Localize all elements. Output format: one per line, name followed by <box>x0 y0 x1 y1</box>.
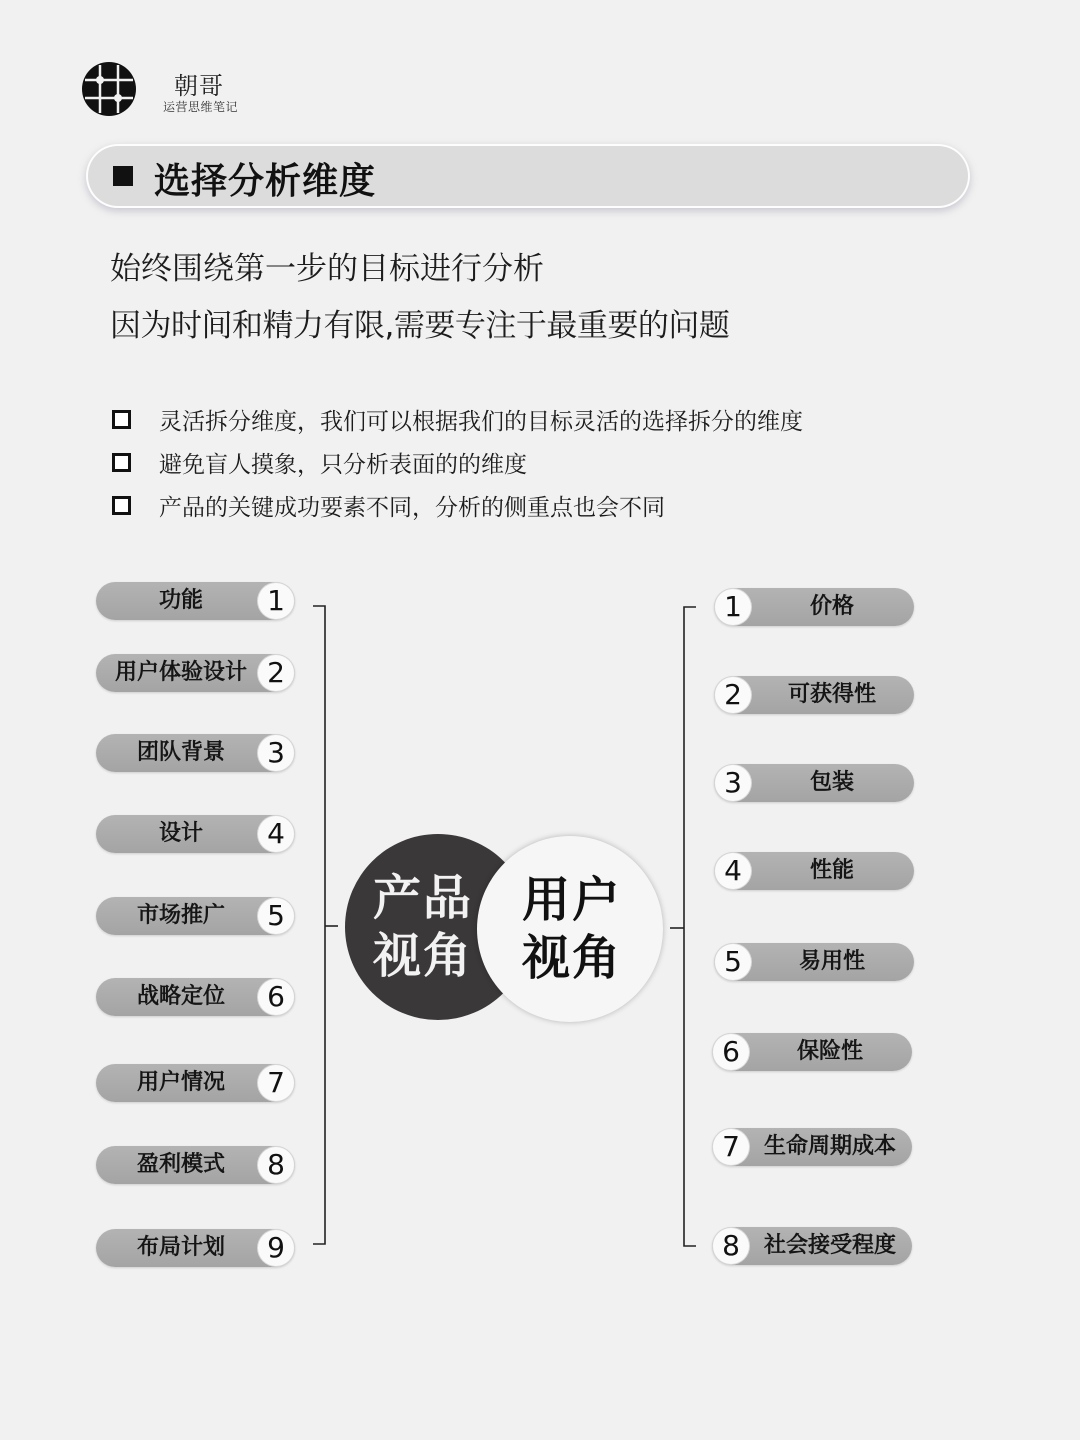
user-item-label: 包装 <box>809 770 854 795</box>
product-item <box>96 654 295 692</box>
user-view-line: 视角 <box>521 930 622 986</box>
bullet-text: 产品的关键成功要素不同，分析的侧重点也会不同 <box>159 494 665 521</box>
brand-name: 朝哥 <box>174 72 224 100</box>
product-view-line: 产品 <box>372 870 473 926</box>
product-item-label: 布局计划 <box>136 1235 225 1260</box>
product-item-label: 设计 <box>158 821 203 846</box>
user-item <box>714 852 914 890</box>
product-item-number: 9 <box>258 1230 294 1266</box>
product-view-line: 视角 <box>372 928 473 984</box>
product-item <box>96 978 295 1016</box>
product-item-number: 1 <box>258 583 294 619</box>
user-item-label: 性能 <box>809 858 854 883</box>
user-item-number: 5 <box>715 944 751 980</box>
product-item <box>96 734 295 772</box>
product-item <box>96 815 295 853</box>
product-item <box>96 1229 295 1267</box>
product-item-number: 4 <box>258 816 294 852</box>
user-item-label: 可获得性 <box>787 682 876 707</box>
product-item-label: 团队背景 <box>136 740 225 765</box>
product-item-label: 盈利模式 <box>136 1152 225 1177</box>
product-item <box>96 582 295 620</box>
product-item <box>96 1064 295 1102</box>
product-item-label: 用户情况 <box>136 1070 225 1095</box>
user-bracket <box>684 607 696 1246</box>
product-item <box>96 1146 295 1184</box>
user-view-circle <box>477 836 663 1022</box>
product-item-label: 用户体验设计 <box>114 660 247 685</box>
product-item-number: 2 <box>258 655 294 691</box>
user-item <box>712 1227 912 1265</box>
bullet-text: 避免盲人摸象，只分析表面的的维度 <box>159 451 527 478</box>
page-title: 选择分析维度 <box>154 161 377 202</box>
bullet-text: 灵活拆分维度，我们可以根据我们的目标灵活的选择拆分的维度 <box>159 408 803 435</box>
user-item-number: 3 <box>715 765 751 801</box>
intro-line: 因为时间和精力有限,需要专注于最重要的问题 <box>110 308 730 344</box>
user-view-line: 用户 <box>521 872 622 928</box>
product-item-label: 市场推广 <box>136 903 225 928</box>
product-item-number: 5 <box>258 898 294 934</box>
user-item <box>714 588 914 626</box>
user-item-label: 价格 <box>809 594 854 619</box>
user-item <box>712 1033 912 1071</box>
product-item <box>96 897 295 935</box>
user-item-number: 4 <box>715 853 751 889</box>
product-item-number: 7 <box>258 1065 294 1101</box>
product-bracket <box>313 606 325 1244</box>
user-item <box>714 764 914 802</box>
intro-line: 始终围绕第一步的目标进行分析 <box>110 251 544 287</box>
user-item-number: 8 <box>713 1228 749 1264</box>
user-item <box>714 943 914 981</box>
user-item-number: 1 <box>715 589 751 625</box>
user-item <box>712 1128 912 1166</box>
product-item-number: 6 <box>258 979 294 1015</box>
user-item-number: 6 <box>713 1034 749 1070</box>
product-item-label: 战略定位 <box>136 984 225 1009</box>
product-item-number: 3 <box>258 735 294 771</box>
user-item-number: 7 <box>713 1129 749 1165</box>
user-item-label: 易用性 <box>798 949 865 974</box>
brand-subtitle: 运营思维笔记 <box>163 100 239 114</box>
user-item-label: 保险性 <box>796 1039 863 1064</box>
user-item-label: 社会接受程度 <box>763 1233 896 1258</box>
user-item-number: 2 <box>715 677 751 713</box>
user-item <box>714 676 914 714</box>
user-item-label: 生命周期成本 <box>763 1134 896 1159</box>
product-item-number: 8 <box>258 1147 294 1183</box>
product-item-label: 功能 <box>158 588 203 613</box>
